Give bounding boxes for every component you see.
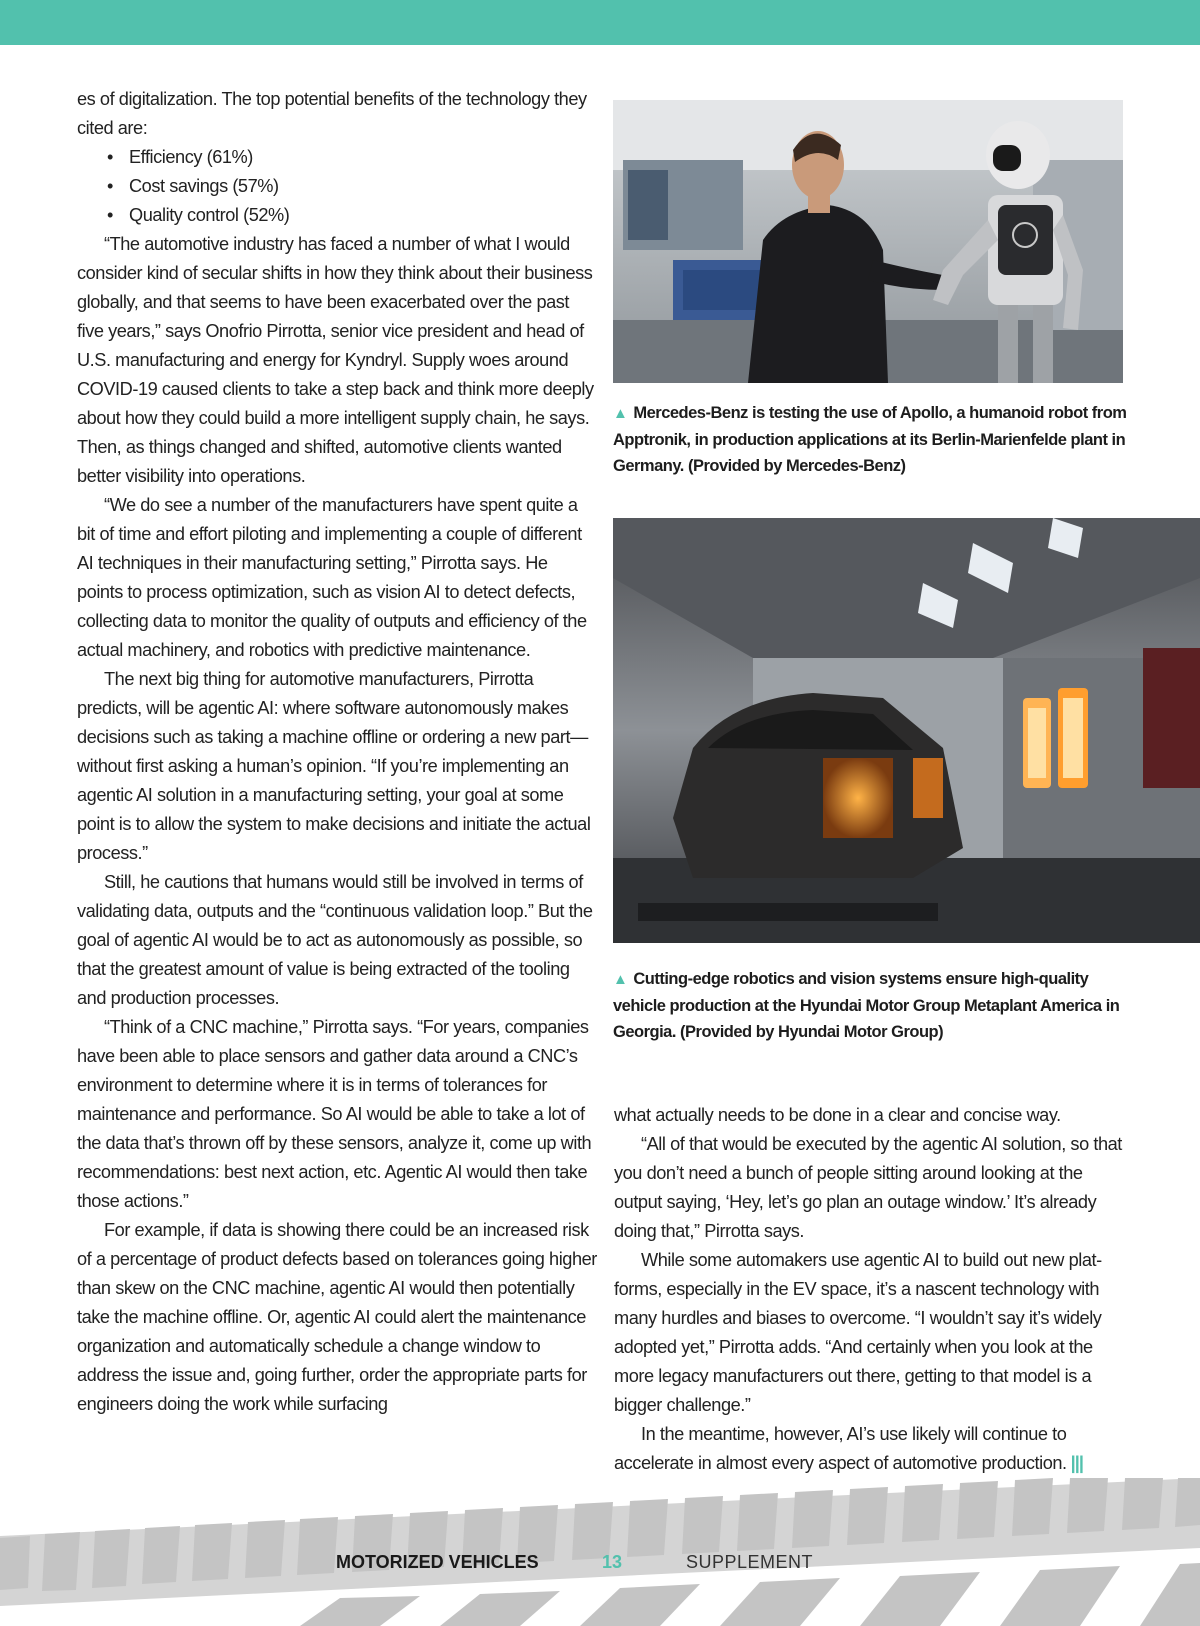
photo-caption	[613, 966, 1133, 1045]
caption-text: Cutting-edge robotics and vision systems ensure high-quality vehicle production at the Hyundai Motor Group Metaplant America in Georgia. (Provided by Hyundai Motor Group)	[613, 970, 1120, 1041]
intro-paragraph: es of digitalization. The top potential benefits of the technology they cited are:	[77, 89, 587, 138]
paragraph: While some automakers use agentic AI to build out new platforms, especially in the EV space, it’s a nascent technology with many hurdles and biases to overcome. “I wouldn’t say it’s widely adopted yet,” Pirrotta adds. “And certainly when you look at the more legacy manufacturers out there, getting to that model is a bigger challenge.”	[614, 1250, 1103, 1415]
page-footer	[0, 1552, 1200, 1582]
triangle-icon: ▲	[613, 971, 628, 988]
footer-section-title: MOTORIZED VEHICLES	[336, 1552, 539, 1572]
photo-caption	[613, 400, 1133, 479]
article-left-column	[77, 85, 597, 1419]
paragraph: For example, if data is showing there could be an increased risk of a percentage of product defects based on tolerances going higher than skew on the CNC machine, agentic AI would then potentially take the machine offline. Or, agentic AI could alert the maintenance organization and automatically schedule a change window to address the issue and, going further, order the appropriate parts for engineers doing the work while surfacing	[77, 1220, 597, 1414]
paragraph: “The automotive industry has faced a number of what I would consider kind of secular shifts in how they think about their business globally, and that seems to have been exacerbated over the past five years,” says Onofrio Pirrotta, senior vice president and head of U.S. manufacturing and energy for Kyndryl. Supply woes around COVID-19 caused clients to take a step back and think more deeply about how they could build a more intelligent supply chain, he says. Then, as things changed and shifted, automotive clients wanted better visibility into operations.	[77, 234, 594, 486]
caption-text: Mercedes-Benz is testing the use of Apollo, a humanoid robot from Apptronik, in production applications at its Berlin-Marienfelde plant in Germany. (Provided by Mercedes-Benz)	[613, 404, 1127, 475]
benefits-list	[77, 143, 597, 230]
paragraph	[614, 1420, 1134, 1478]
footer-label: SUPPLEMENT	[686, 1552, 814, 1572]
final-sentence: In the meantime, however, AI’s use likely will continue to accelerate in almost every aspect of automotive production.	[614, 1424, 1067, 1473]
robot-factory-photo	[613, 100, 1123, 383]
list-item: • Quality control (52%)	[104, 201, 597, 230]
paragraph: “Think of a CNC machine,” Pirrotta says. “For years, companies have been able to place sensors and gather data around a CNC’s environment to determine where it is in terms of tolerances for maintenance and performance. So AI would be able to take a lot of the data that’s thrown off by these sensors, analyze it, come up with recommendations: best next action, etc. Agentic AI would then take those actions.”	[77, 1017, 592, 1211]
paragraph: Still, he cautions that humans would still be involved in terms of validating data, outputs and the “continuous validation loop.” But the goal of agentic AI would be to act as autonomously as possible, so that the greatest amount of value is being extracted of the tooling and production processes.	[77, 872, 593, 1008]
triangle-icon: ▲	[613, 405, 628, 422]
paragraph: “We do see a number of the manufacturers have spent quite a bit of time and effort piloting and implementing a couple of different AI techniques in their manufacturing setting,” Pirrotta says. He points to process optimization, such as vision AI to detect defects, collecting data to monitor the quality of outputs and efficiency of the actual machinery, and robotics with predictive maintenance.	[77, 495, 587, 660]
end-mark-icon: |||	[1070, 1453, 1083, 1473]
top-accent-bar	[0, 0, 1200, 45]
page-number: 13	[602, 1552, 623, 1572]
list-item: • Efficiency (61%)	[104, 143, 597, 172]
paragraph: what actually needs to be done in a clear and concise way.	[614, 1105, 1061, 1125]
paragraph: The next big thing for automotive manufacturers, Pirrotta predicts, will be agentic AI: where software autonomously makes decisions such as taking a machine offline or ordering a new part—without first asking a human’s opinion. “If you’re implementing an agentic AI solution in a manufacturing setting, your goal at some point is to allow the system to make decisions and initiate the actual process.”	[77, 669, 591, 863]
paragraph: “All of that would be executed by the agentic AI solution, so that you don’t need a bunch of people sitting around looking at the output saying, ‘Hey, let’s go plan an outage window.’ It’s already doing that,” Pirrotta says.	[614, 1134, 1122, 1241]
list-item: • Cost savings (57%)	[104, 172, 597, 201]
article-right-column	[614, 1101, 1134, 1478]
vehicle-booth-photo	[613, 518, 1200, 943]
